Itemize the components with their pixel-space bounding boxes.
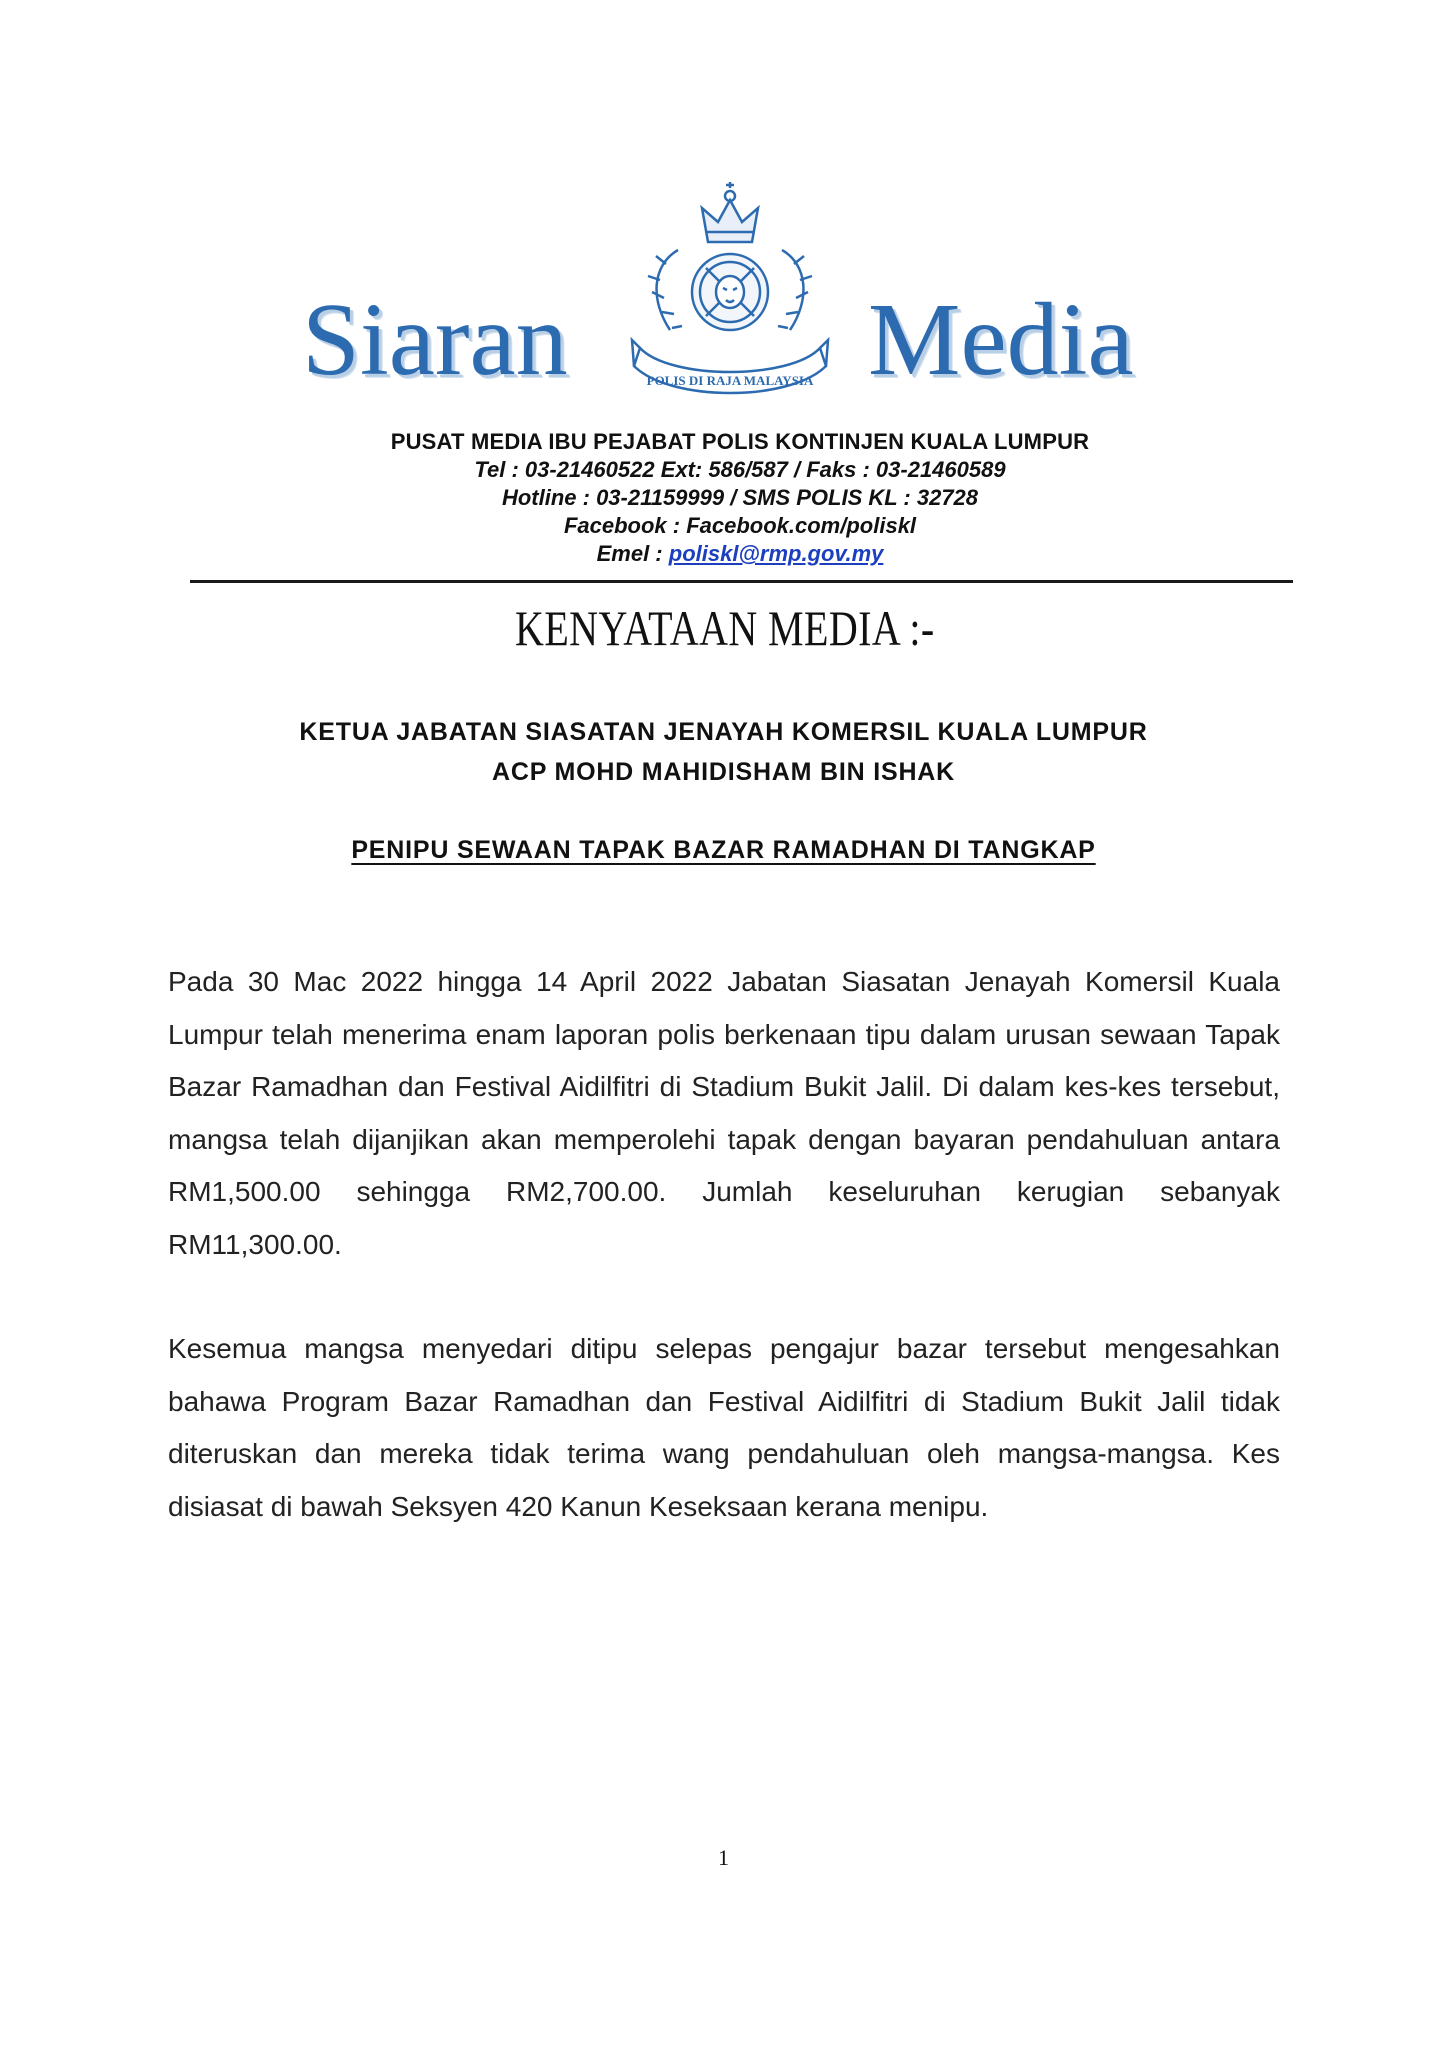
officer-block — [0, 712, 1447, 792]
contact-hotline: Hotline : 03-21159999 / SMS POLIS KL : 32728 — [501, 485, 979, 510]
body-paragraph-1: Pada 30 Mac 2022 hingga 14 April 2022 Jabatan Siasatan Jenayah Komersil Kuala Lumpur telah menerima enam laporan polis berkenaan tipu dalam urusan sewaan Tapak Bazar Ramadhan dan Festival Aidilfitri di Stadium Bukit Jalil. Di dalam kes-kes tersebut, mangsa telah dijanjikan akan memperolehi tapak dengan bayaran pendahuluan antara RM1,500.00 sehingga RM2,700.00. Jumlah keseluruhan kerugian sebanyak RM11,300.00. — [168, 966, 1280, 1260]
headline-text: PENIPU SEWAAN TAPAK BAZAR RAMADHAN DI TANGKAP — [351, 836, 1096, 864]
contact-email-label: Emel : — [596, 541, 669, 566]
officer-name: ACP MOHD MAHIDISHAM BIN ISHAK — [491, 758, 956, 786]
contact-tel: Tel : 03-21460522 Ext: 586/587 / Faks : 03-21460589 — [474, 457, 1006, 482]
police-crest-icon — [630, 180, 830, 405]
masthead-word-siaran: Siaran — [302, 282, 568, 397]
contact-email-link[interactable]: poliskl@rmp.gov.my — [668, 541, 884, 566]
contact-facebook: Facebook : Facebook.com/poliskl — [563, 513, 917, 538]
officer-position: KETUA JABATAN SIASATAN JENAYAH KOMERSIL KUALA LUMPUR — [299, 718, 1148, 746]
contact-org: PUSAT MEDIA IBU PEJABAT POLIS KONTINJEN KUALA LUMPUR — [390, 429, 1090, 454]
contact-email-line — [190, 540, 1290, 568]
masthead-word-media: Media — [868, 282, 1134, 397]
statement-title: KENYATAAN MEDIA :- — [515, 600, 935, 656]
crest-ribbon-text: POLIS DI RAJA MALAYSIA — [646, 373, 814, 388]
page-number: 1 — [718, 1845, 729, 1870]
contact-block — [190, 428, 1290, 568]
body-paragraph-2: Kesemua mangsa menyedari ditipu selepas pengajur bazar tersebut mengesahkan bahawa Program Bazar Ramadhan dan Festival Aidilfitri di Stadium Bukit Jalil tidak diteruskan dan mereka tidak terima wang pendahuluan oleh mangsa-mangsa. Kes disiasat di bawah Seksyen 420 Kanun Keseksaan kerana menipu. — [168, 1333, 1280, 1522]
header-divider — [190, 580, 1293, 583]
masthead — [0, 180, 1447, 410]
headline — [0, 833, 1447, 867]
